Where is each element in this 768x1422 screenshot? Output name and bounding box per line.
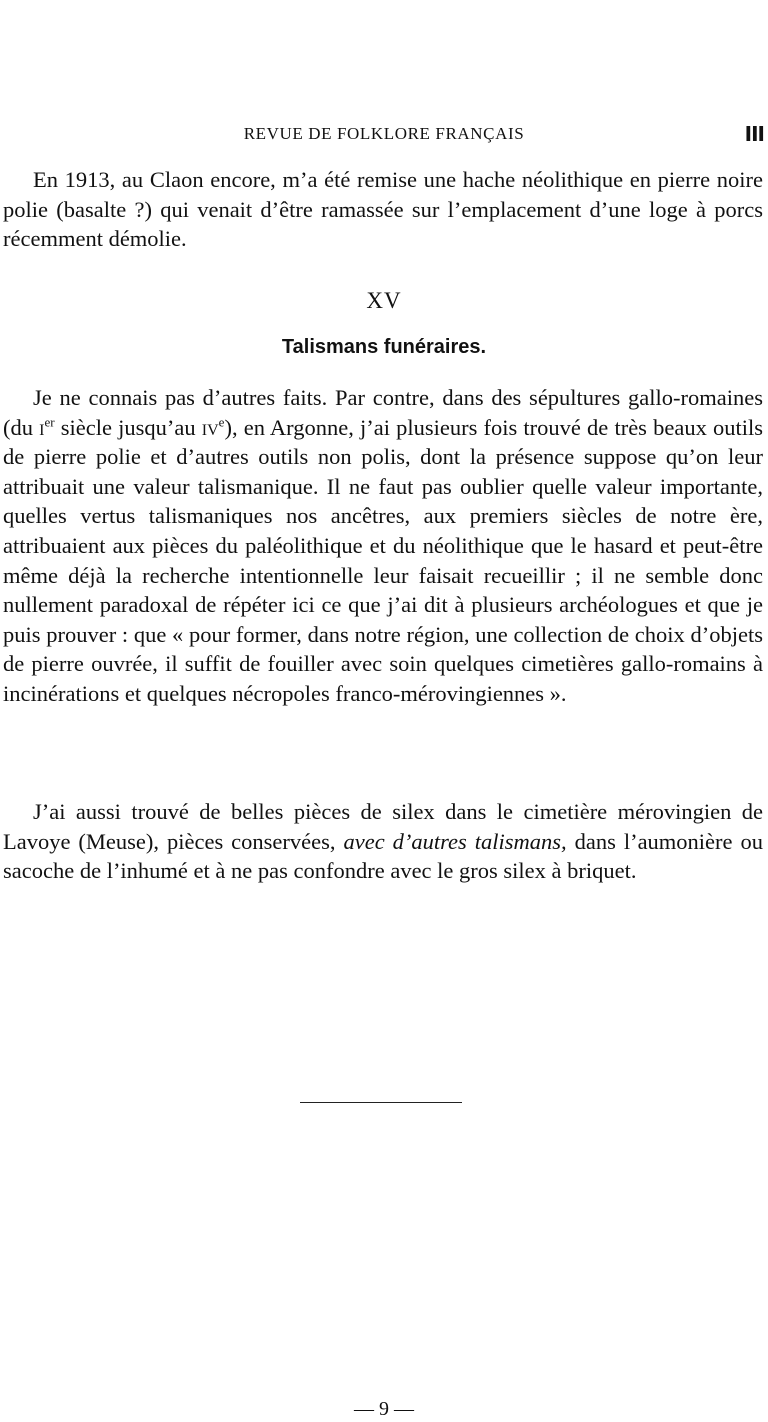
paragraph-2-part-b: siècle jusqu’au bbox=[54, 414, 202, 440]
paragraph-3-part-a: J’ai aussi trouvé de belles pièces de silex dans le cimetière mérovingien de Lavoye (Meuse), pièces conservées, bbox=[3, 799, 763, 854]
paragraph-block-2 bbox=[3, 383, 763, 709]
running-title: REVUE DE FOLKLORE FRANÇAIS bbox=[243, 124, 525, 143]
section-number: XV bbox=[366, 288, 402, 313]
end-rule-divider bbox=[300, 1102, 462, 1103]
paragraph-1: En 1913, au Claon encore, m’a été remise une hache néolithique en pierre noire polie (basalte ?) qui venait d’être ramassée sur l’emplacement d’une loge à porcs récemment démolie. bbox=[3, 167, 763, 252]
superscript-e: e bbox=[218, 414, 225, 430]
paragraph-2 bbox=[3, 383, 763, 709]
paragraph-3-italic: avec d’autres talismans, bbox=[343, 828, 567, 854]
paragraph-2-part-a: Je ne connais pas d’autres faits. Par contre, dans des sépultures gallo-romaines (du bbox=[3, 385, 763, 440]
section-title: Talismans funéraires. bbox=[281, 336, 487, 358]
paragraph-block-1 bbox=[3, 165, 763, 254]
paragraph-2-part-c: ), en Argonne, j’ai plusieurs fois trouvé de très beaux outils de pierre polie et d’autres outils non polis, dont la présence suppose qu’on leur attribuait une valeur talismanique. Il ne faut pas oublier quelle valeur importante, quelles vertus talismaniques nos ancêtres, aux premiers siècles de notre ère, attribuaient aux pièces du paléolithique et du néolithique que le hasard et peut-être même déjà la recherche intentionnelle leur faisait recueillir ; il ne semble donc nullement paradoxal de répéter ici ce que j’ai dit à plusieurs archéologues et que je puis prouver : que « pour former, dans notre région, une collection de choix d’objets de pierre ouvrée, il suffit de fouiller avec soin quelques cimetières gallo-romains à incinérations et quelques nécropoles franco-mérovingiennes ». bbox=[3, 414, 763, 706]
paragraph-3 bbox=[3, 797, 763, 886]
paragraph-3-part-b: dans l’aumonière ou sacoche de l’inhumé et à ne pas confondre avec le gros silex à briquet. bbox=[3, 828, 763, 884]
century-first: i bbox=[39, 414, 45, 440]
page-number: — 9 — bbox=[354, 1398, 414, 1420]
page-mark: III bbox=[744, 122, 764, 146]
running-header bbox=[0, 122, 768, 148]
superscript-er: er bbox=[44, 414, 55, 430]
century-fourth: iv bbox=[201, 414, 219, 440]
paragraph-block-3 bbox=[3, 797, 763, 886]
